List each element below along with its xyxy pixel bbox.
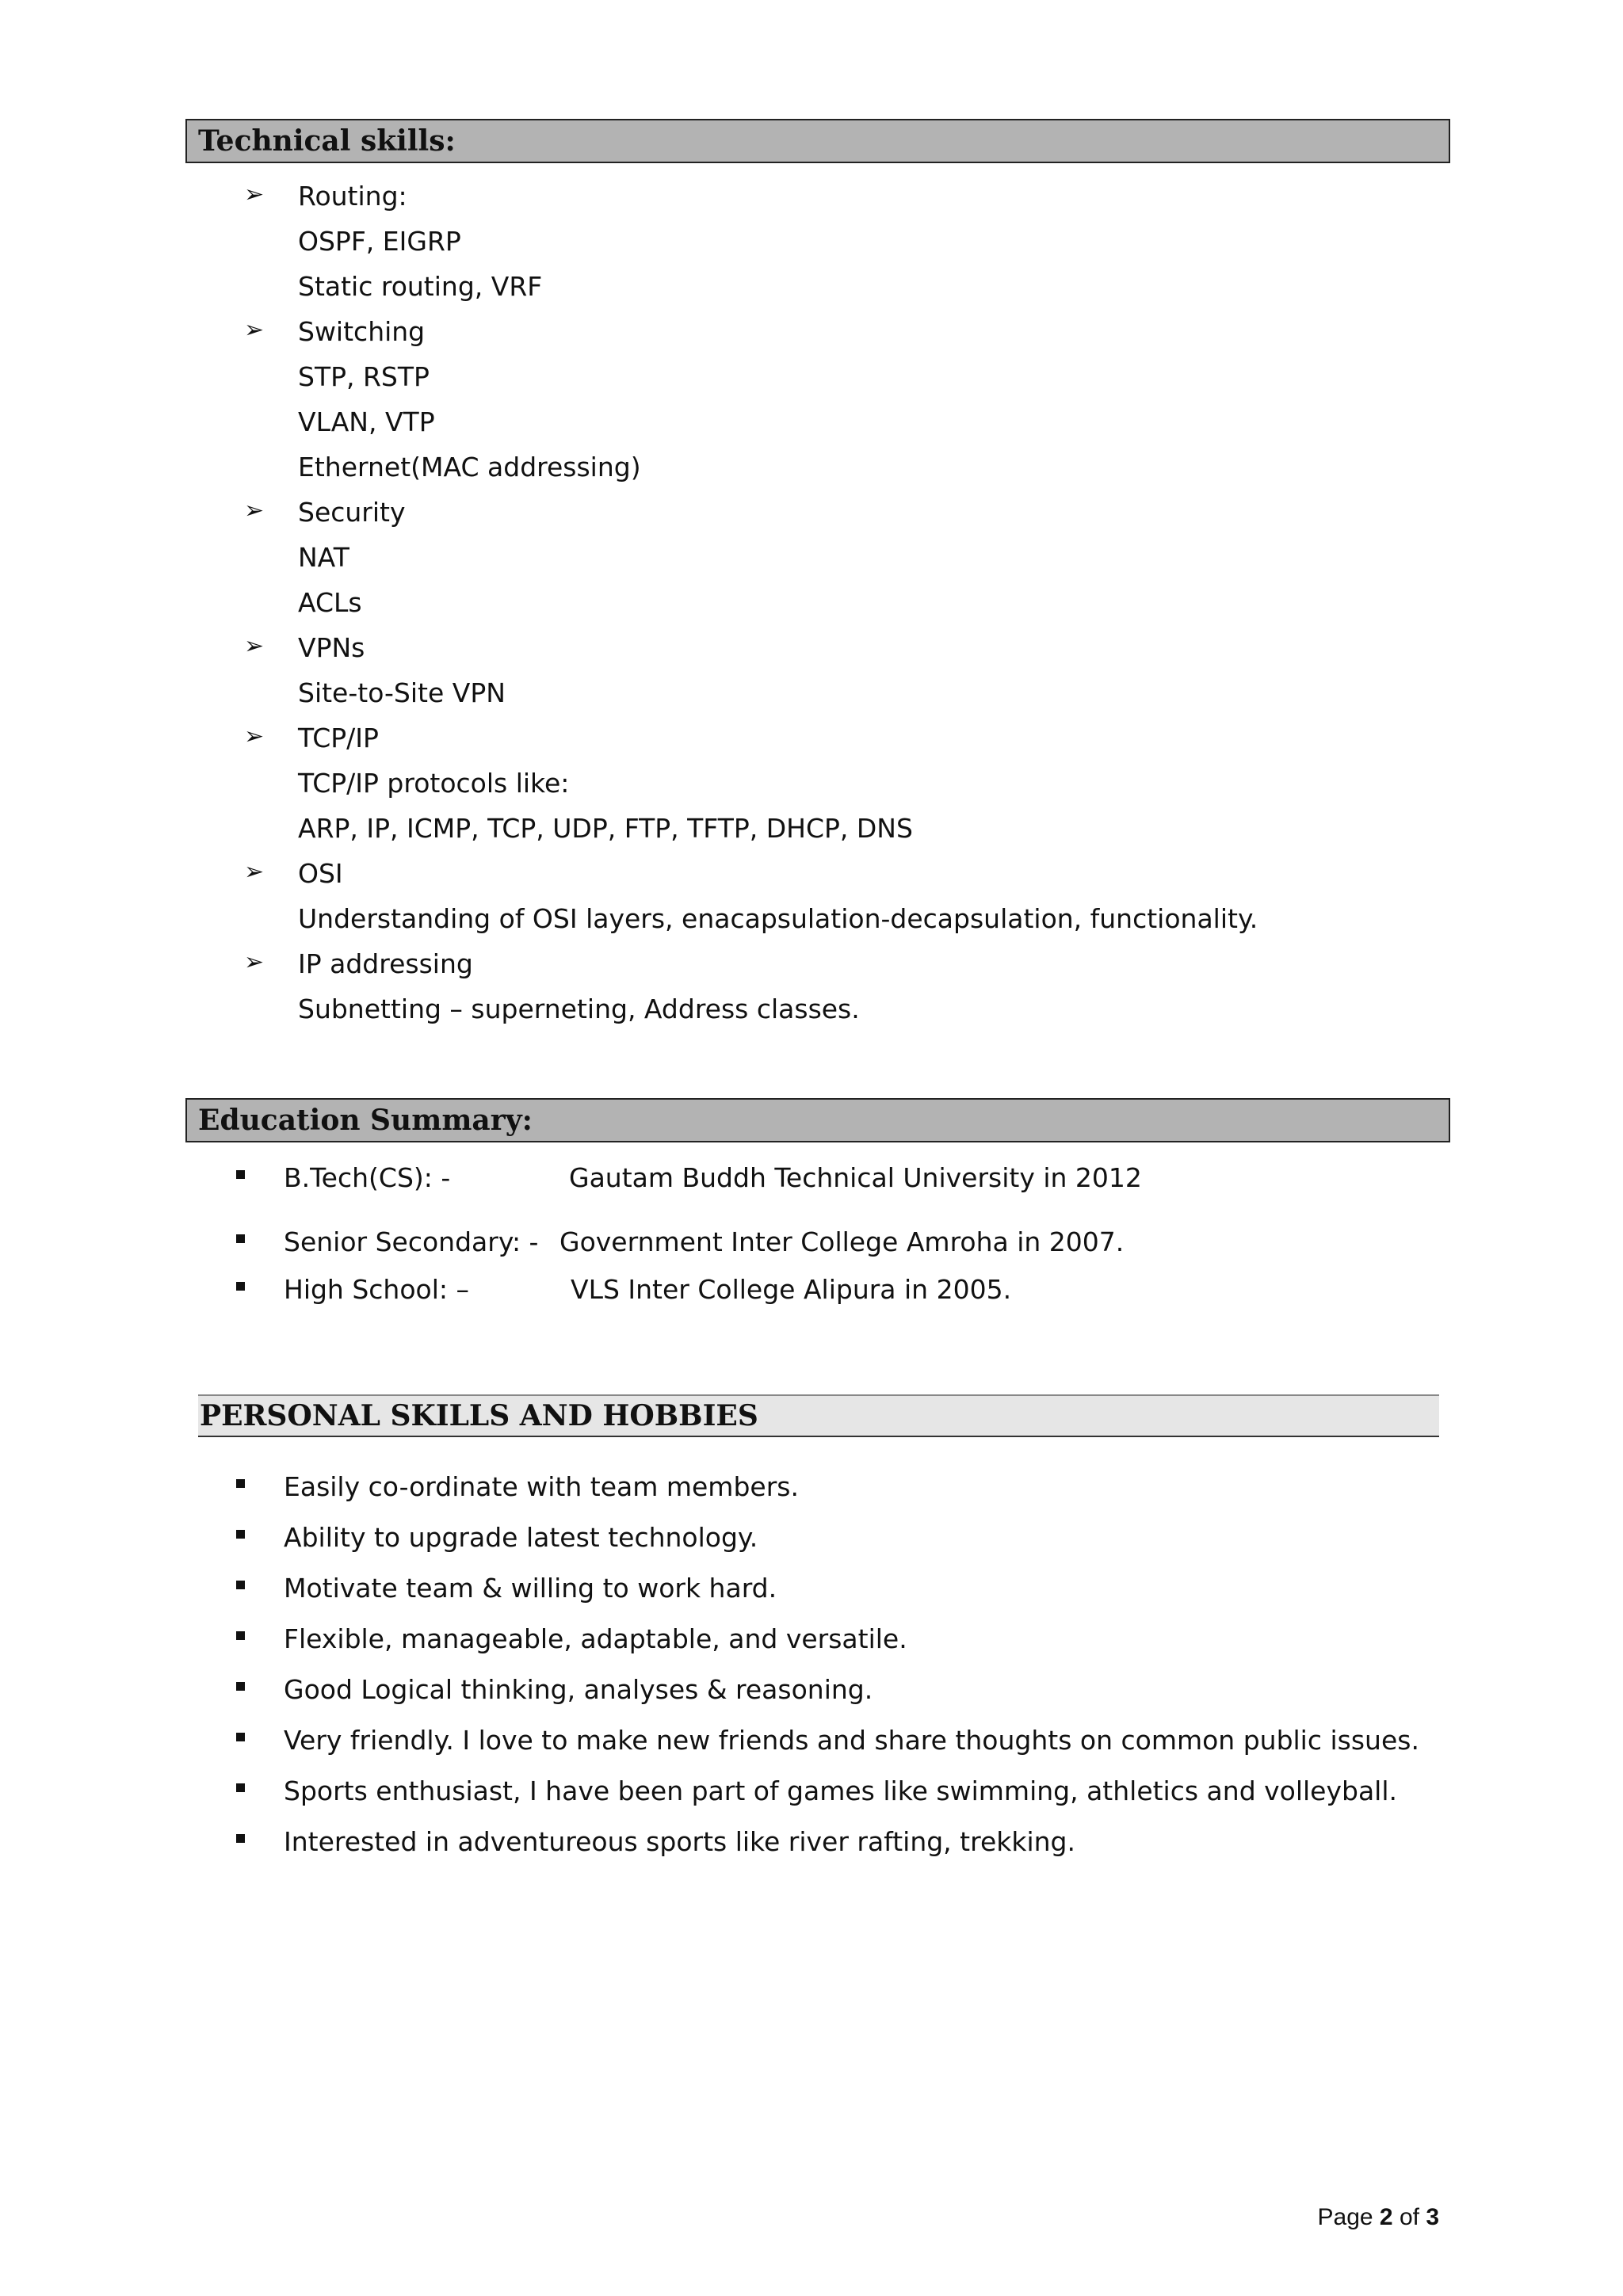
page-of-label: of: [1392, 2204, 1426, 2230]
square-bullet-icon: [236, 1234, 245, 1243]
education-detail: VLS Inter College Alipura in 2005.: [571, 1274, 1012, 1305]
skill-item: TCP/IP protocols like:: [298, 768, 570, 799]
skill-item: Site-to-Site VPN: [298, 677, 506, 708]
personal-skill-item: Motivate team & willing to work hard.: [284, 1573, 777, 1604]
personal-skill-item: Interested in adventureous sports like river rafting, trekking.: [284, 1826, 1075, 1857]
square-bullet-icon: [236, 1783, 245, 1792]
skill-group-label: Routing:: [298, 181, 407, 212]
education-summary-heading: Education Summary:: [185, 1098, 1450, 1142]
square-bullet-icon: [236, 1530, 245, 1539]
square-bullet-icon: [236, 1631, 245, 1640]
page-number: [1318, 2206, 1439, 2229]
personal-skill-item: Flexible, manageable, adaptable, and versatile.: [284, 1623, 907, 1654]
skill-item: OSPF, EIGRP: [298, 226, 461, 257]
education-degree: Senior Secondary: -: [284, 1226, 539, 1257]
skill-group-label: OSI: [298, 858, 343, 889]
technical-skills-heading: Technical skills:: [185, 119, 1450, 163]
personal-skill-item: Good Logical thinking, analyses & reasoning.: [284, 1674, 873, 1705]
square-bullet-icon: [236, 1834, 245, 1843]
personal-skill-item: Easily co-ordinate with team members.: [284, 1471, 799, 1502]
skill-item: ACLs: [298, 587, 362, 618]
skill-group-label: VPNs: [298, 632, 365, 663]
personal-skill-item: Very friendly. I love to make new friends and share thoughts on common public issues.: [284, 1725, 1419, 1756]
arrow-bullet-icon: ➢: [244, 723, 265, 750]
arrow-bullet-icon: ➢: [244, 858, 265, 886]
skill-item: Subnetting – superneting, Address classes.: [298, 994, 860, 1024]
arrow-bullet-icon: ➢: [244, 497, 265, 524]
skill-item: VLAN, VTP: [298, 406, 435, 437]
personal-skill-item: Sports enthusiast, I have been part of games like swimming, athletics and volleyball.: [284, 1775, 1398, 1806]
skill-item: NAT: [298, 542, 349, 573]
skill-item: STP, RSTP: [298, 361, 430, 392]
personal-skills-heading: PERSONAL SKILLS AND HOBBIES: [198, 1394, 1439, 1437]
current-page: 2: [1379, 2204, 1393, 2230]
skill-item: Understanding of OSI layers, enacapsulation-decapsulation, functionality.: [298, 903, 1258, 934]
personal-skill-item: Ability to upgrade latest technology.: [284, 1522, 758, 1553]
skill-item: Static routing, VRF: [298, 271, 543, 302]
page-label: Page: [1317, 2204, 1380, 2230]
square-bullet-icon: [236, 1581, 245, 1589]
square-bullet-icon: [236, 1282, 245, 1291]
skill-item: Ethernet(MAC addressing): [298, 452, 641, 482]
skill-group-label: TCP/IP: [298, 723, 379, 753]
arrow-bullet-icon: ➢: [244, 181, 265, 208]
education-degree: B.Tech(CS): -: [284, 1162, 451, 1193]
education-detail: Gautam Buddh Technical University in 2012: [569, 1162, 1142, 1193]
square-bullet-icon: [236, 1733, 245, 1741]
skill-group-label: Switching: [298, 316, 426, 347]
skill-group-label: Security: [298, 497, 406, 528]
square-bullet-icon: [236, 1479, 245, 1488]
arrow-bullet-icon: ➢: [244, 316, 265, 344]
arrow-bullet-icon: ➢: [244, 632, 265, 660]
arrow-bullet-icon: ➢: [244, 948, 265, 976]
education-degree: High School: –: [284, 1274, 469, 1305]
total-pages: 3: [1426, 2204, 1439, 2230]
square-bullet-icon: [236, 1682, 245, 1691]
education-detail: Government Inter College Amroha in 2007.: [559, 1226, 1125, 1257]
square-bullet-icon: [236, 1170, 245, 1179]
skill-group-label: IP addressing: [298, 948, 473, 979]
skill-item: ARP, IP, ICMP, TCP, UDP, FTP, TFTP, DHCP, DNS: [298, 813, 913, 844]
